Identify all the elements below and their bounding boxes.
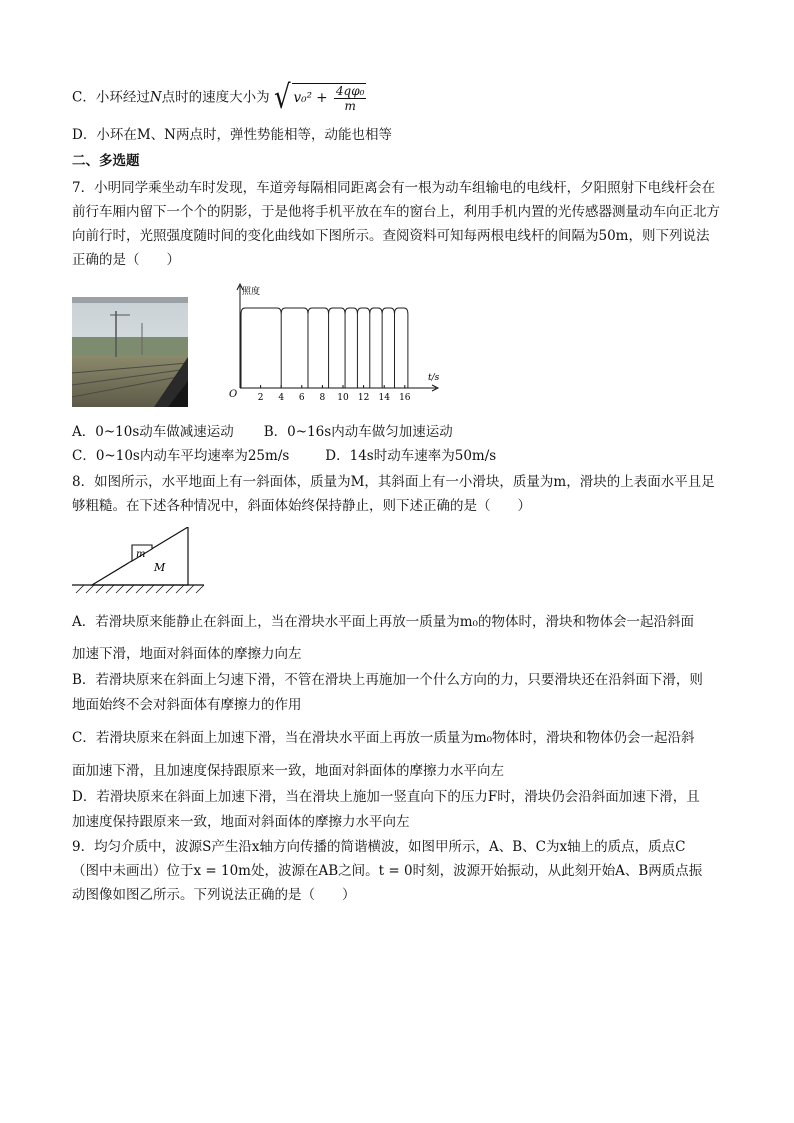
q8-option-d-line2: 加速度保持跟原来一致，地面对斜面体的摩擦力水平向左 [72,814,410,830]
q9-line3: 动图像如图乙所示。下列说法正确的是（ ） [72,887,356,903]
q6-plus: + [316,90,328,106]
light-intensity-chart [222,282,444,410]
x-tick-label: 4 [278,393,285,403]
chart-xlabel: t/s [428,373,440,383]
sqrt-sign: √ [273,79,291,117]
q7-option-a: A．0~10s动车做减速运动 [72,424,234,440]
q8-option-c-line1: C．若滑块原来在斜面上加速下滑，当在滑块水平面上再放一质量为m₀物体时，滑块和物体仍会一起沿斜 [72,730,695,746]
q7-option-c: C．0~10s内动车平均速率为25m/s [72,448,290,464]
q6-option-d: D．小环在M、N两点时，弹性势能相等，动能也相等 [72,127,392,143]
q8-stem: 8．如图所示，水平地面上有一斜面体，质量为M，其斜面上有一小滑块，质量为m，滑块的上表面水平且足够粗糙。在下述各种情况中，斜面体始终保持静止，则下述正确的是（ ） [72,474,715,514]
label-M: M [154,561,166,574]
q7-option-b: B．0~16s内动车做匀加速运动 [263,424,453,440]
q6-frac-den: m [344,99,356,113]
q7-stem: 7．小明同学乘坐动车时发现，车道旁每隔相同距离会有一根为动车组输电的电线杆，夕阳照射下电线杆会在前行车厢内留下一个个的阴影，于是他将手机平放在车的窗台上，利用手机内置的光传感器测量动车向正北方向前行时，光照强度随时间的变化曲线如下图所示。查阅资料可知每两根电线杆的间隔为50m，则下列说法正确的是（ ） [72,180,720,268]
label-m: m [136,549,146,560]
q9-line1: 9．均匀介质中，波源S产生沿x轴方向传播的简谐横波，如图甲所示，A、B、C为x轴上的质点，质点C [72,839,686,855]
x-tick-label: 16 [399,393,411,403]
q8-option-d-line1: D．若滑块原来在斜面上加速下滑，当在滑块上施加一竖直向下的压力F时，滑块仍会沿斜面加速下滑，且 [72,789,700,805]
x-tick-label: 12 [357,393,370,403]
q6-optc-mid: 点时的速度大小为 [161,89,270,106]
q8-option-a-line2: 加速下滑，地面对斜面体的摩擦力向左 [72,646,302,662]
q8-option-b-line2: 地面始终不会对斜面体有摩擦力的作用 [72,697,302,713]
intensity-curve [241,308,408,388]
section-title: 二、多选题 [72,153,140,169]
x-tick-label: 6 [298,393,305,403]
q6-formula [292,83,367,113]
x-tick-label: 2 [257,393,264,403]
q6-option-c [72,79,366,117]
q9-line2: （图中未画出）位于x = 10m处，波源在AB之间。t = 0时刻，波源开始振动，从此刻开始A、B两质点振 [72,863,703,879]
chart-origin: O [229,389,238,400]
q6-optc-n: N [149,89,162,106]
q7-option-d: D．14s时动车速率为50m/s [325,448,497,464]
q6-optc-prefix: C．小环经过 [72,89,150,106]
q7-options-row1 [72,422,453,442]
q8-option-c-line2: 面加速下滑，且加速度保持跟原来一致，地面对斜面体的摩擦力水平向左 [72,763,504,779]
chart-ylabel: 照度 [242,287,261,297]
q8-option-b-line1: B．若滑块原来在斜面上匀速下滑，不管在滑块上再施加一个什么方向的力，只要滑块还在沿斜面下滑，则 [72,672,703,688]
x-tick-label: 14 [378,393,390,403]
q6-v0: v₀² [293,90,312,106]
incline-diagram [72,527,212,595]
q6-frac-num: 4qφ₀ [335,84,365,98]
train-window-photo [72,297,188,407]
q8-option-a-line1: A．若滑块原来能静止在斜面上，当在滑块水平面上再放一质量为m₀的物体时，滑块和物体会一起沿斜面 [72,614,694,630]
q7-options-row2 [72,446,496,466]
x-tick-label: 8 [319,393,326,403]
x-tick-label: 10 [337,393,349,403]
q6-fraction [334,84,367,113]
